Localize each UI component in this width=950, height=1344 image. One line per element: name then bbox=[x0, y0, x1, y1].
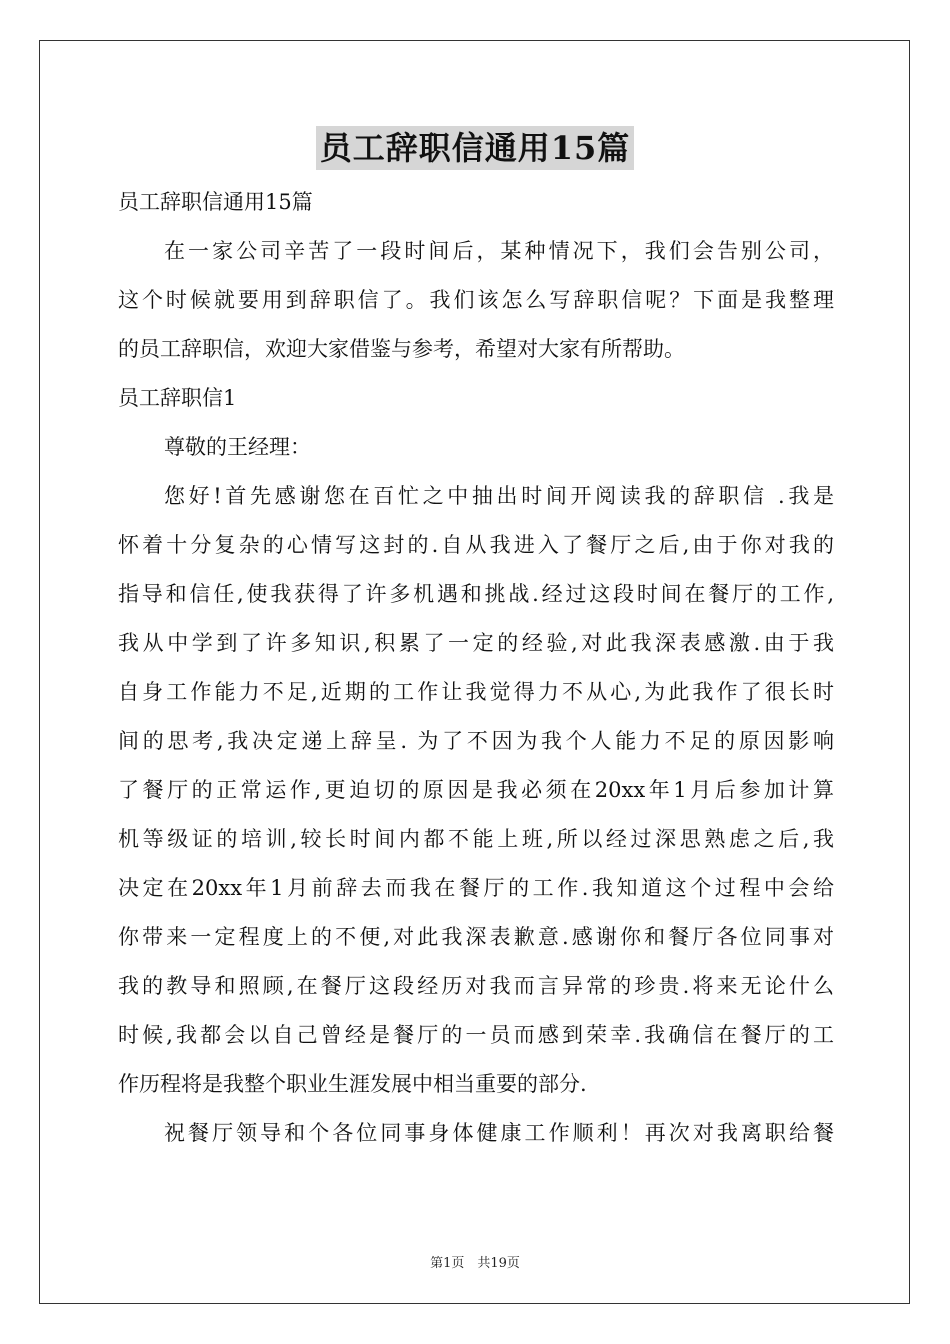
body-line: 我的教导和照顾,在餐厅这段经历对我而言异常的珍贵.将来无论什么 bbox=[118, 974, 834, 998]
body-line: 您好!首先感谢您在百忙之中抽出时间开阅读我的辞职信 .我是 bbox=[164, 484, 834, 508]
body-line: 怀着十分复杂的心情写这封的.自从我进入了餐厅之后,由于你对我的 bbox=[118, 533, 834, 557]
body-line: 我从中学到了许多知识,积累了一定的经验,对此我深表感激.由于我 bbox=[118, 631, 834, 655]
body-line: 机等级证的培训,较长时间内都不能上班,所以经过深思熟虑之后,我 bbox=[118, 827, 834, 851]
document-title-text: 员工辞职信通用15篇 bbox=[316, 126, 635, 170]
intro-line: 这个时候就要用到辞职信了。我们该怎么写辞职信呢？下面是我整理 bbox=[118, 288, 834, 312]
intro-line: 的员工辞职信，欢迎大家借鉴与参考，希望对大家有所帮助。 bbox=[118, 337, 685, 361]
document-title bbox=[0, 126, 950, 170]
section-heading: 员工辞职信1 bbox=[118, 386, 237, 410]
salutation: 尊敬的王经理： bbox=[164, 435, 311, 459]
body-line: 指导和信任,使我获得了许多机遇和挑战.经过这段时间在餐厅的工作, bbox=[118, 582, 834, 606]
closing-line: 祝餐厅领导和个各位同事身体健康工作顺利！再次对我离职给餐 bbox=[164, 1121, 834, 1145]
document-body bbox=[118, 178, 834, 1158]
page-footer: 第1页 共19页 bbox=[430, 1256, 520, 1271]
body-line: 时候,我都会以自己曾经是餐厅的一员而感到荣幸.我确信在餐厅的工 bbox=[118, 1023, 834, 1047]
body-line: 自身工作能力不足,近期的工作让我觉得力不从心,为此我作了很长时 bbox=[118, 680, 834, 704]
intro-line: 在一家公司辛苦了一段时间后，某种情况下，我们会告别公司， bbox=[164, 239, 834, 263]
body-line: 你带来一定程度上的不便,对此我深表歉意.感谢你和餐厅各位同事对 bbox=[118, 925, 834, 949]
body-line: 作历程将是我整个职业生涯发展中相当重要的部分. bbox=[118, 1072, 587, 1096]
body-line: 决定在20xx年1月前辞去而我在餐厅的工作.我知道这个过程中会给 bbox=[118, 876, 834, 900]
subtitle: 员工辞职信通用15篇 bbox=[118, 190, 313, 214]
body-line: 间的思考,我决定递上辞呈. 为了不因为我个人能力不足的原因影响 bbox=[118, 729, 834, 753]
body-line: 了餐厅的正常运作,更迫切的原因是我必须在20xx年1月后参加计算 bbox=[118, 778, 834, 802]
